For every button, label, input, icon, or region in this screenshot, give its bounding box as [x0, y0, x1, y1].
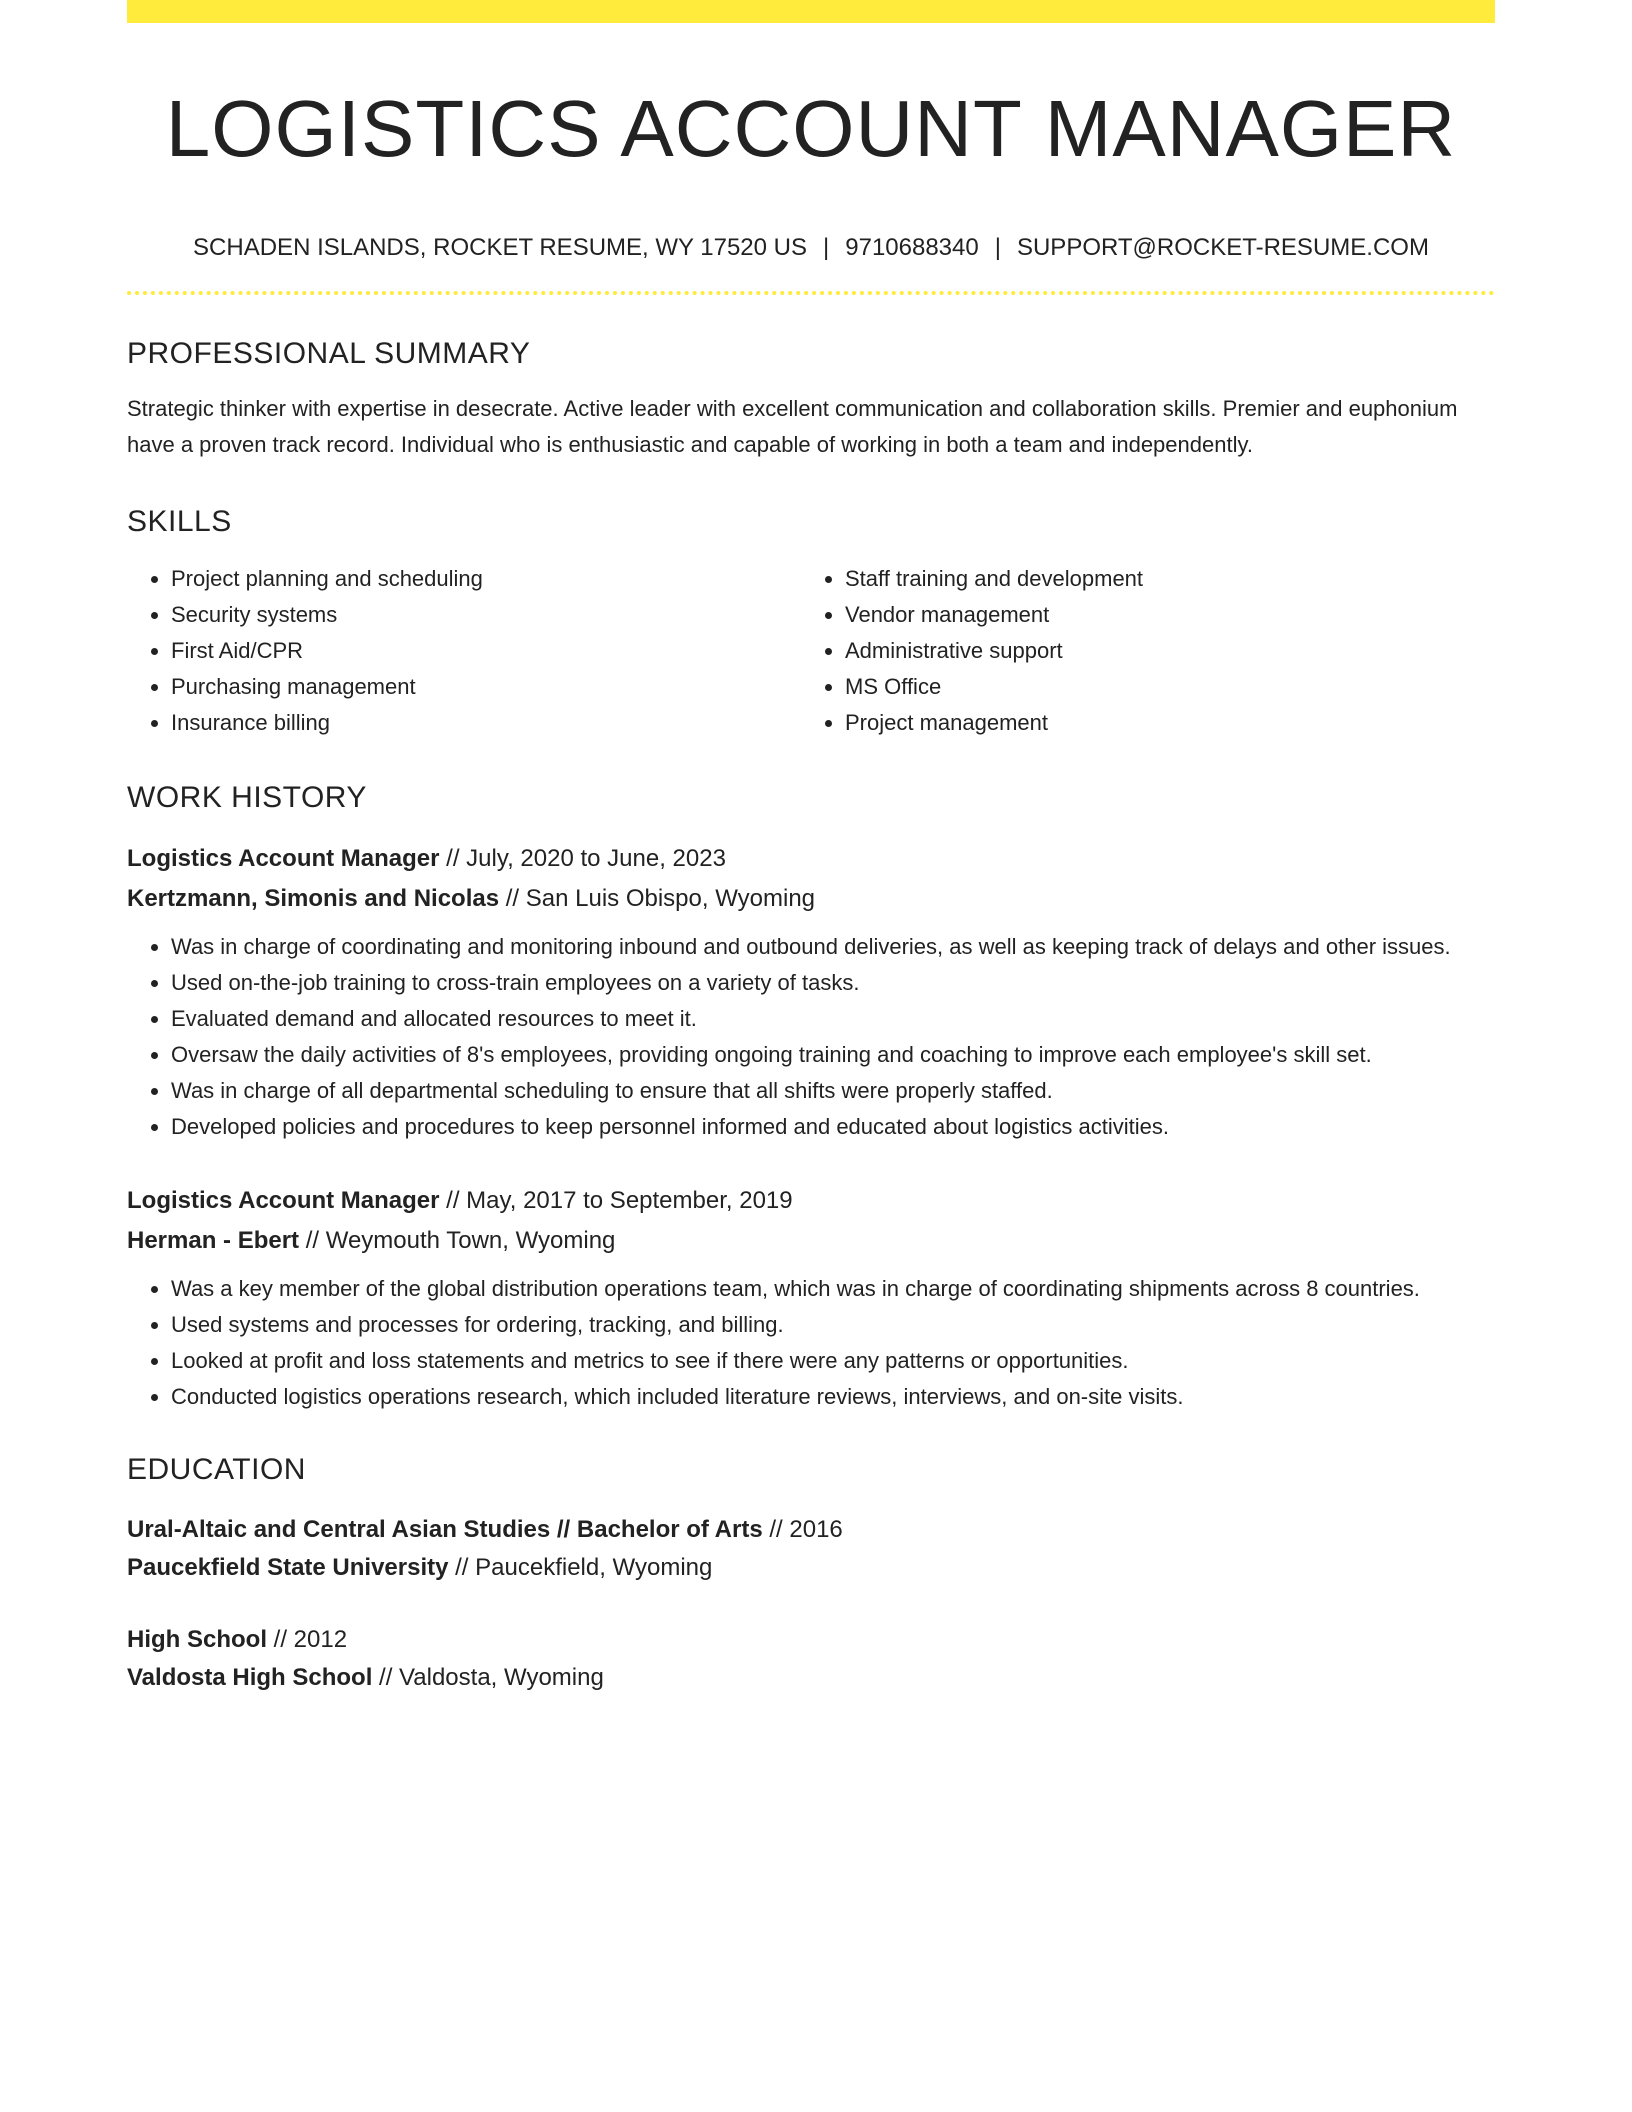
summary-section-title: PROFESSIONAL SUMMARY [127, 337, 531, 370]
skill-item: • Insurance billing [171, 705, 801, 741]
education-section-title: EDUCATION [127, 1453, 306, 1486]
education-degree: Ural-Altaic and Central Asian Studies // Bachelor of Arts [127, 1516, 763, 1543]
skill-item: • Security systems [171, 597, 801, 633]
skill-item: • Vendor management [845, 597, 1475, 633]
job-entry [127, 839, 1495, 1145]
job-bullet: • Developed policies and procedures to keep personnel informed and educated about logistics activities. [171, 1109, 1495, 1145]
contact-separator: | [823, 234, 830, 261]
job-bullet: • Was in charge of coordinating and monitoring inbound and outbound deliveries, as well as keeping track of delays and other issues. [171, 929, 1495, 965]
skill-item: • MS Office [845, 669, 1475, 705]
job-bullets [127, 1271, 1495, 1415]
job-title-line [127, 839, 1495, 879]
education-year: // 2016 [762, 1516, 843, 1543]
contact-line [127, 233, 1495, 263]
job-bullet: • Evaluated demand and allocated resources to meet it. [171, 1001, 1495, 1037]
top-accent-bar [127, 0, 1495, 23]
job-company: Kertzmann, Simonis and Nicolas [127, 885, 500, 912]
skills-column-right [801, 561, 1475, 741]
education-degree: High School [127, 1626, 267, 1653]
job-location: // San Luis Obispo, Wyoming [499, 885, 816, 912]
summary-text: Strategic thinker with expertise in desecrate. Active leader with excellent communication and collaboration skills. Premier and euphonium have a proven track record. Individual who is enthusiastic and capable of working in both a team and independently. [127, 396, 1458, 457]
skills-section-title: SKILLS [127, 505, 232, 538]
job-bullet: • Oversaw the daily activities of 8's employees, providing ongoing training and coaching to improve each employee's skill set. [171, 1037, 1495, 1073]
job-company-line [127, 1221, 1495, 1261]
job-bullet: • Used systems and processes for ordering, tracking, and billing. [171, 1307, 1495, 1343]
work-history-section-title: WORK HISTORY [127, 781, 367, 814]
job-bullet: • Conducted logistics operations research, which included literature reviews, interviews, and on-site visits. [171, 1379, 1495, 1415]
job-bullet: • Was a key member of the global distribution operations team, which was in charge of coordinating shipments across 8 countries. [171, 1271, 1495, 1307]
education-year: // 2012 [267, 1626, 348, 1653]
skills-column-left [127, 561, 801, 741]
job-bullets [127, 929, 1495, 1145]
contact-address: SCHADEN ISLANDS, ROCKET RESUME, WY 17520 US [193, 234, 808, 261]
job-bullet: • Looked at profit and loss statements and metrics to see if there were any patterns or opportunities. [171, 1343, 1495, 1379]
contact-email: SUPPORT@ROCKET-RESUME.COM [1016, 234, 1429, 261]
education-degree-line [127, 1621, 1495, 1659]
education-school-line [127, 1549, 1495, 1587]
skill-item: • Purchasing management [171, 669, 801, 705]
skill-item: • Administrative support [845, 633, 1475, 669]
skills-grid [127, 561, 1495, 741]
contact-separator: | [994, 234, 1001, 261]
job-bullet: • Was in charge of all departmental scheduling to ensure that all shifts were properly staffed. [171, 1073, 1495, 1109]
education-location: // Valdosta, Wyoming [372, 1664, 604, 1691]
job-entry [127, 1181, 1495, 1415]
job-location: // Weymouth Town, Wyoming [299, 1227, 616, 1254]
job-bullet: • Used on-the-job training to cross-train employees on a variety of tasks. [171, 965, 1495, 1001]
skill-item: • Project management [845, 705, 1475, 741]
job-role: Logistics Account Manager [127, 1187, 440, 1214]
job-dates: // July, 2020 to June, 2023 [439, 845, 726, 872]
skill-item: • First Aid/CPR [171, 633, 801, 669]
skill-item: • Staff training and development [845, 561, 1475, 597]
job-company-line [127, 879, 1495, 919]
job-title-line [127, 1181, 1495, 1221]
education-school: Paucekfield State University [127, 1554, 449, 1581]
education-school: Valdosta High School [127, 1664, 373, 1691]
education-school-line [127, 1659, 1495, 1697]
skill-item: • Project planning and scheduling [171, 561, 801, 597]
education-degree-line [127, 1511, 1495, 1549]
contact-phone: 9710688340 [845, 234, 979, 261]
resume-page [127, 0, 1495, 1697]
job-company: Herman - Ebert [127, 1227, 300, 1254]
education-entry [127, 1511, 1495, 1587]
job-dates: // May, 2017 to September, 2019 [439, 1187, 793, 1214]
education-entry [127, 1621, 1495, 1697]
dotted-divider [127, 291, 1495, 295]
job-role: Logistics Account Manager [127, 845, 440, 872]
education-location: // Paucekfield, Wyoming [448, 1554, 713, 1581]
resume-name-heading: LOGISTICS ACCOUNT MANAGER [165, 84, 1457, 173]
